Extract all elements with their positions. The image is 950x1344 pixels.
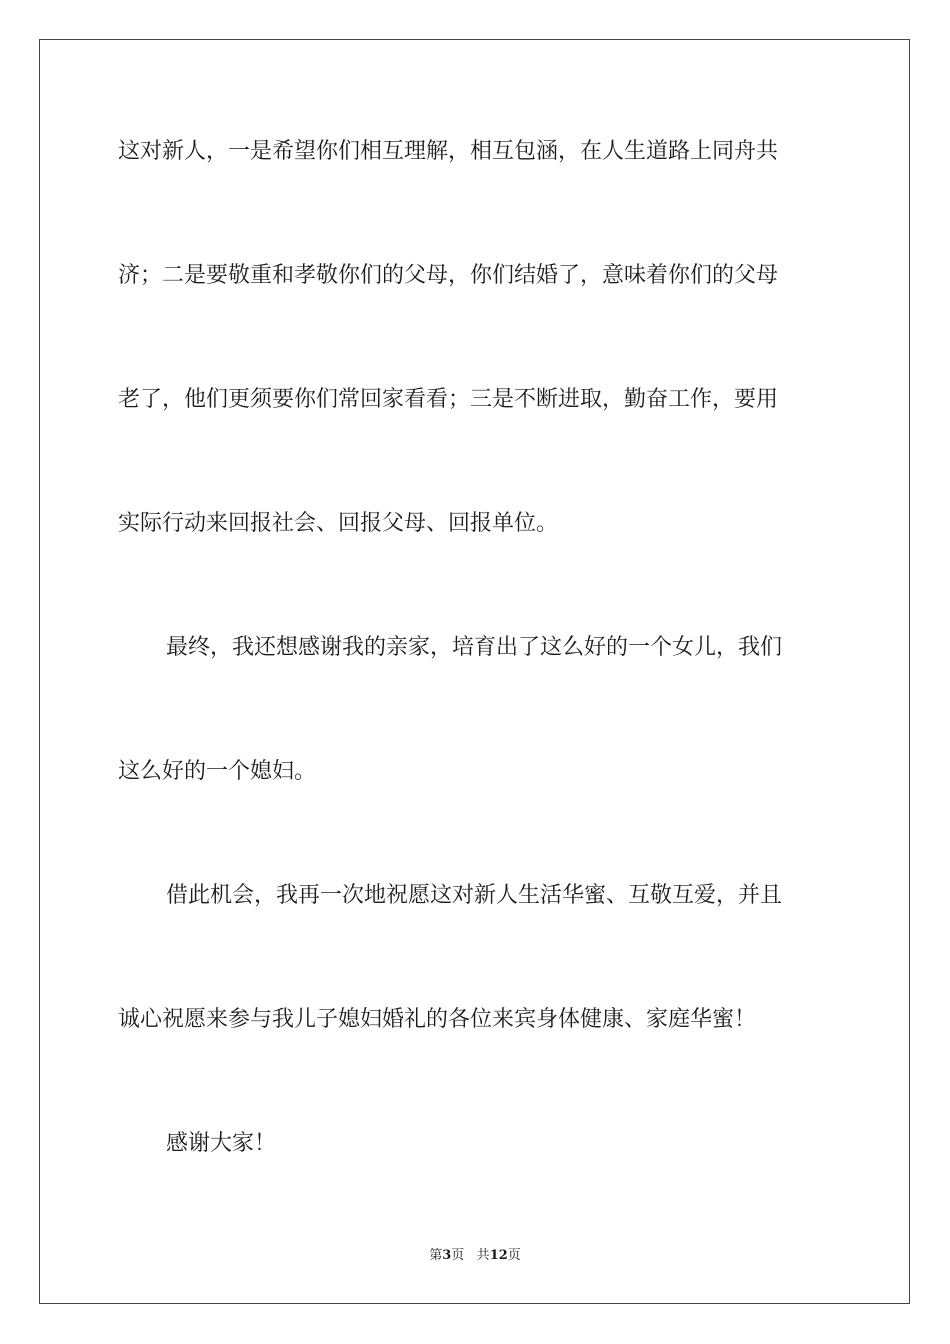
total-prefix: 共 [476,1248,490,1263]
body-line-5: 最终，我还想感谢我的亲家，培育出了这么好的一个女儿，我们 [166,635,783,660]
body-line-4: 实际行动来回报社会、回报父母、回报单位。 [118,511,559,536]
body-line-6: 这么好的一个媳妇。 [118,759,317,784]
page-number: 3 [442,1248,452,1263]
body-line-3: 老了，他们更须要你们常回家看看；三是不断进取，勤奋工作，要用 [118,387,779,412]
page-footer [0,1248,950,1264]
total-pages: 12 [489,1248,508,1263]
body-line-2: 济；二是要敬重和孝敬你们的父母，你们结婚了，意味着你们的父母 [118,263,779,288]
body-line-7: 借此机会，我再一次地祝愿这对新人生活华蜜、互敬互爱，并且 [166,883,783,908]
page-border [39,39,910,1304]
page-prefix: 第 [429,1248,443,1263]
page-suffix: 页 [451,1248,465,1263]
total-suffix: 页 [507,1248,521,1263]
body-line-1: 这对新人，一是希望你们相互理解，相互包涵，在人生道路上同舟共 [118,139,779,164]
body-line-9: 感谢大家！ [166,1131,277,1156]
body-line-8: 诚心祝愿来参与我儿子媳妇婚礼的各位来宾身体健康、家庭华蜜！ [118,1007,757,1032]
